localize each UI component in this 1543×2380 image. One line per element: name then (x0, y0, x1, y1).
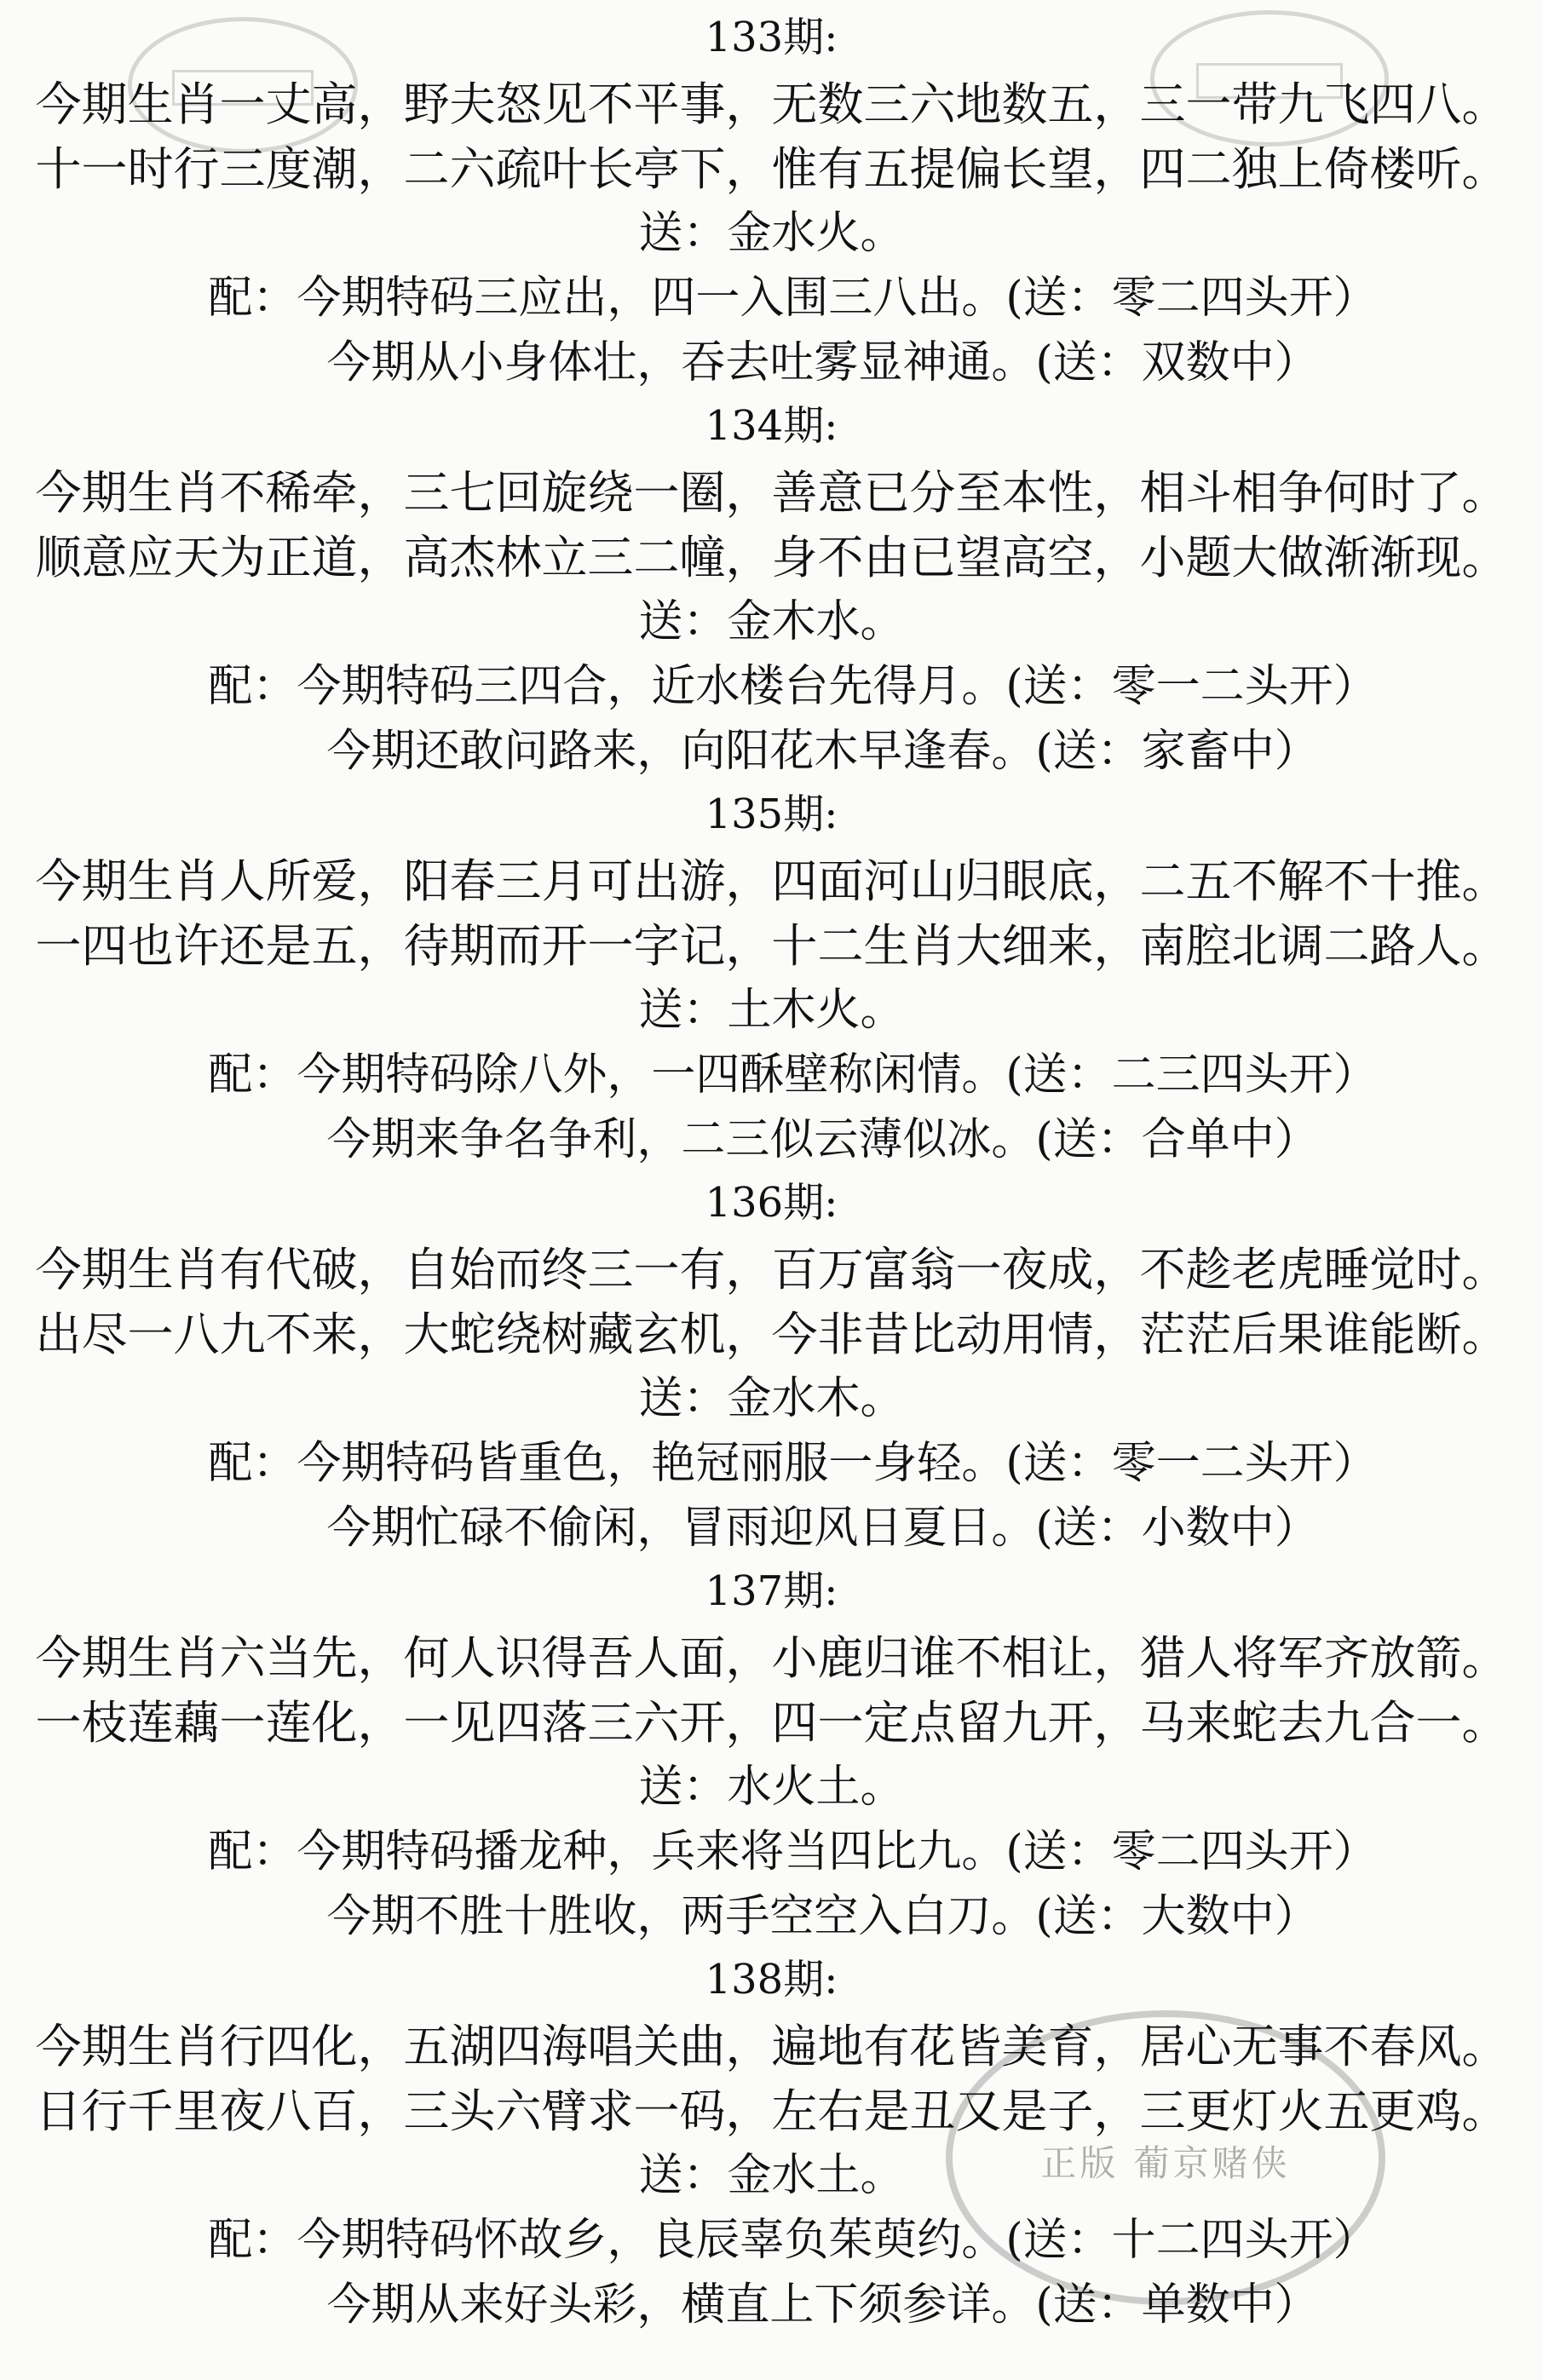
pei-line-2: 今期还敢问路来，向阳花木早逢春。(送：家畜中） (326, 726, 1319, 777)
document-body (0, 9, 1543, 2339)
period-title: 136期: (705, 1179, 838, 1227)
period-block-136 (0, 1174, 1543, 1562)
verse-line-1: 今期生肖一丈高，野夫怒见不平事，无数三六地数五，三一带九飞四八。 (35, 78, 1508, 131)
pei-line-1: 配：今期特码皆重色，艳冠丽服一身轻。(送：零一二头开） (208, 1438, 1378, 1489)
pei-line-1: 配：今期特码三四合，近水楼台先得月。(送：零一二头开） (208, 661, 1378, 712)
pei-line-2: 今期不胜十胜收，两手空空入白刀。(送：大数中） (326, 1891, 1319, 1942)
send-line: 送：金水土。 (638, 2150, 905, 2201)
pei-line-1: 配：今期特码除八外，一四酥壁称闲情。(送：二三四头开） (208, 1049, 1378, 1101)
period-title: 135期: (705, 790, 838, 838)
period-title: 138期: (705, 1956, 838, 2003)
period-title: 134期: (705, 402, 838, 450)
verse-line-2: 顺意应天为正道，高杰林立三二幢，身不由已望高空，小题大做渐渐现。 (35, 531, 1508, 584)
send-line: 送：金木水。 (638, 596, 905, 647)
verse-line-1: 今期生肖不稀牵，三七回旋绕一圈，善意已分至本性，相斗相争何时了。 (35, 466, 1508, 520)
period-title: 137期: (705, 1567, 838, 1615)
send-line: 送：金水木。 (638, 1373, 905, 1424)
send-line: 送：土木火。 (638, 985, 905, 1036)
send-line: 送：水火土。 (638, 1762, 905, 1813)
verse-line-2: 出尽一八九不来，大蛇绕树藏玄机，今非昔比动用情，茫茫后果谁能断。 (35, 1308, 1508, 1361)
verse-line-1: 今期生肖六当先，何人识得吾人面，小鹿归谁不相让，猎人将军齐放箭。 (35, 1631, 1508, 1685)
period-block-138 (0, 1951, 1543, 2339)
send-line: 送：金水火。 (638, 208, 905, 259)
verse-line-2: 十一时行三度潮，二六疏叶长亭下，惟有五提偏长望，四二独上倚楼听。 (35, 142, 1508, 196)
seal-label: 正版 葡京赌侠 (1040, 2141, 1291, 2184)
pei-line-1: 配：今期特码怀故乡，良辰辜负茱萸约。(送：十二四头开） (208, 2215, 1378, 2266)
verse-line-1: 今期生肖有代破，自始而终三一有，百万富翁一夜成，不趁老虎睡觉时。 (35, 1243, 1508, 1296)
period-title: 133期: (705, 14, 838, 61)
verse-line-2: 一四也许还是五，待期而开一字记，十二生肖大细来，南腔北调二路人。 (35, 919, 1508, 973)
verse-line-1: 今期生肖人所爱，阳春三月可出游，四面河山归眼底，二五不解不十推。 (35, 854, 1508, 908)
period-block-137 (0, 1562, 1543, 1951)
pei-line-2: 今期忙碌不偷闲，冒雨迎风日夏日。(送：小数中） (326, 1503, 1319, 1554)
period-block-135 (0, 785, 1543, 1174)
verse-line-2: 日行千里夜八百，三头六臂求一码，左右是丑又是子，三更灯火五更鸡。 (35, 2084, 1508, 2138)
verse-line-1: 今期生肖行四化，五湖四海唱关曲，遍地有花皆美育，居心无事不春风。 (35, 2020, 1508, 2073)
pei-line-2: 今期来争名争利，二三似云薄似冰。(送：合单中） (326, 1114, 1319, 1165)
pei-line-2: 今期从来好头彩，横直上下须参详。(送：单数中） (326, 2279, 1319, 2331)
period-block-133 (0, 9, 1543, 397)
period-block-134 (0, 397, 1543, 785)
pei-line-1: 配：今期特码三应出，四一入围三八出。(送：零二四头开） (208, 273, 1378, 324)
pei-line-2: 今期从小身体壮，吞去吐雾显神通。(送：双数中） (326, 337, 1319, 388)
pei-line-1: 配：今期特码播龙种，兵来将当四比九。(送：零二四头开） (208, 1826, 1378, 1877)
verse-line-2: 一枝莲藕一莲化，一见四落三六开，四一定点留九开，马来蛇去九合一。 (35, 1696, 1508, 1750)
